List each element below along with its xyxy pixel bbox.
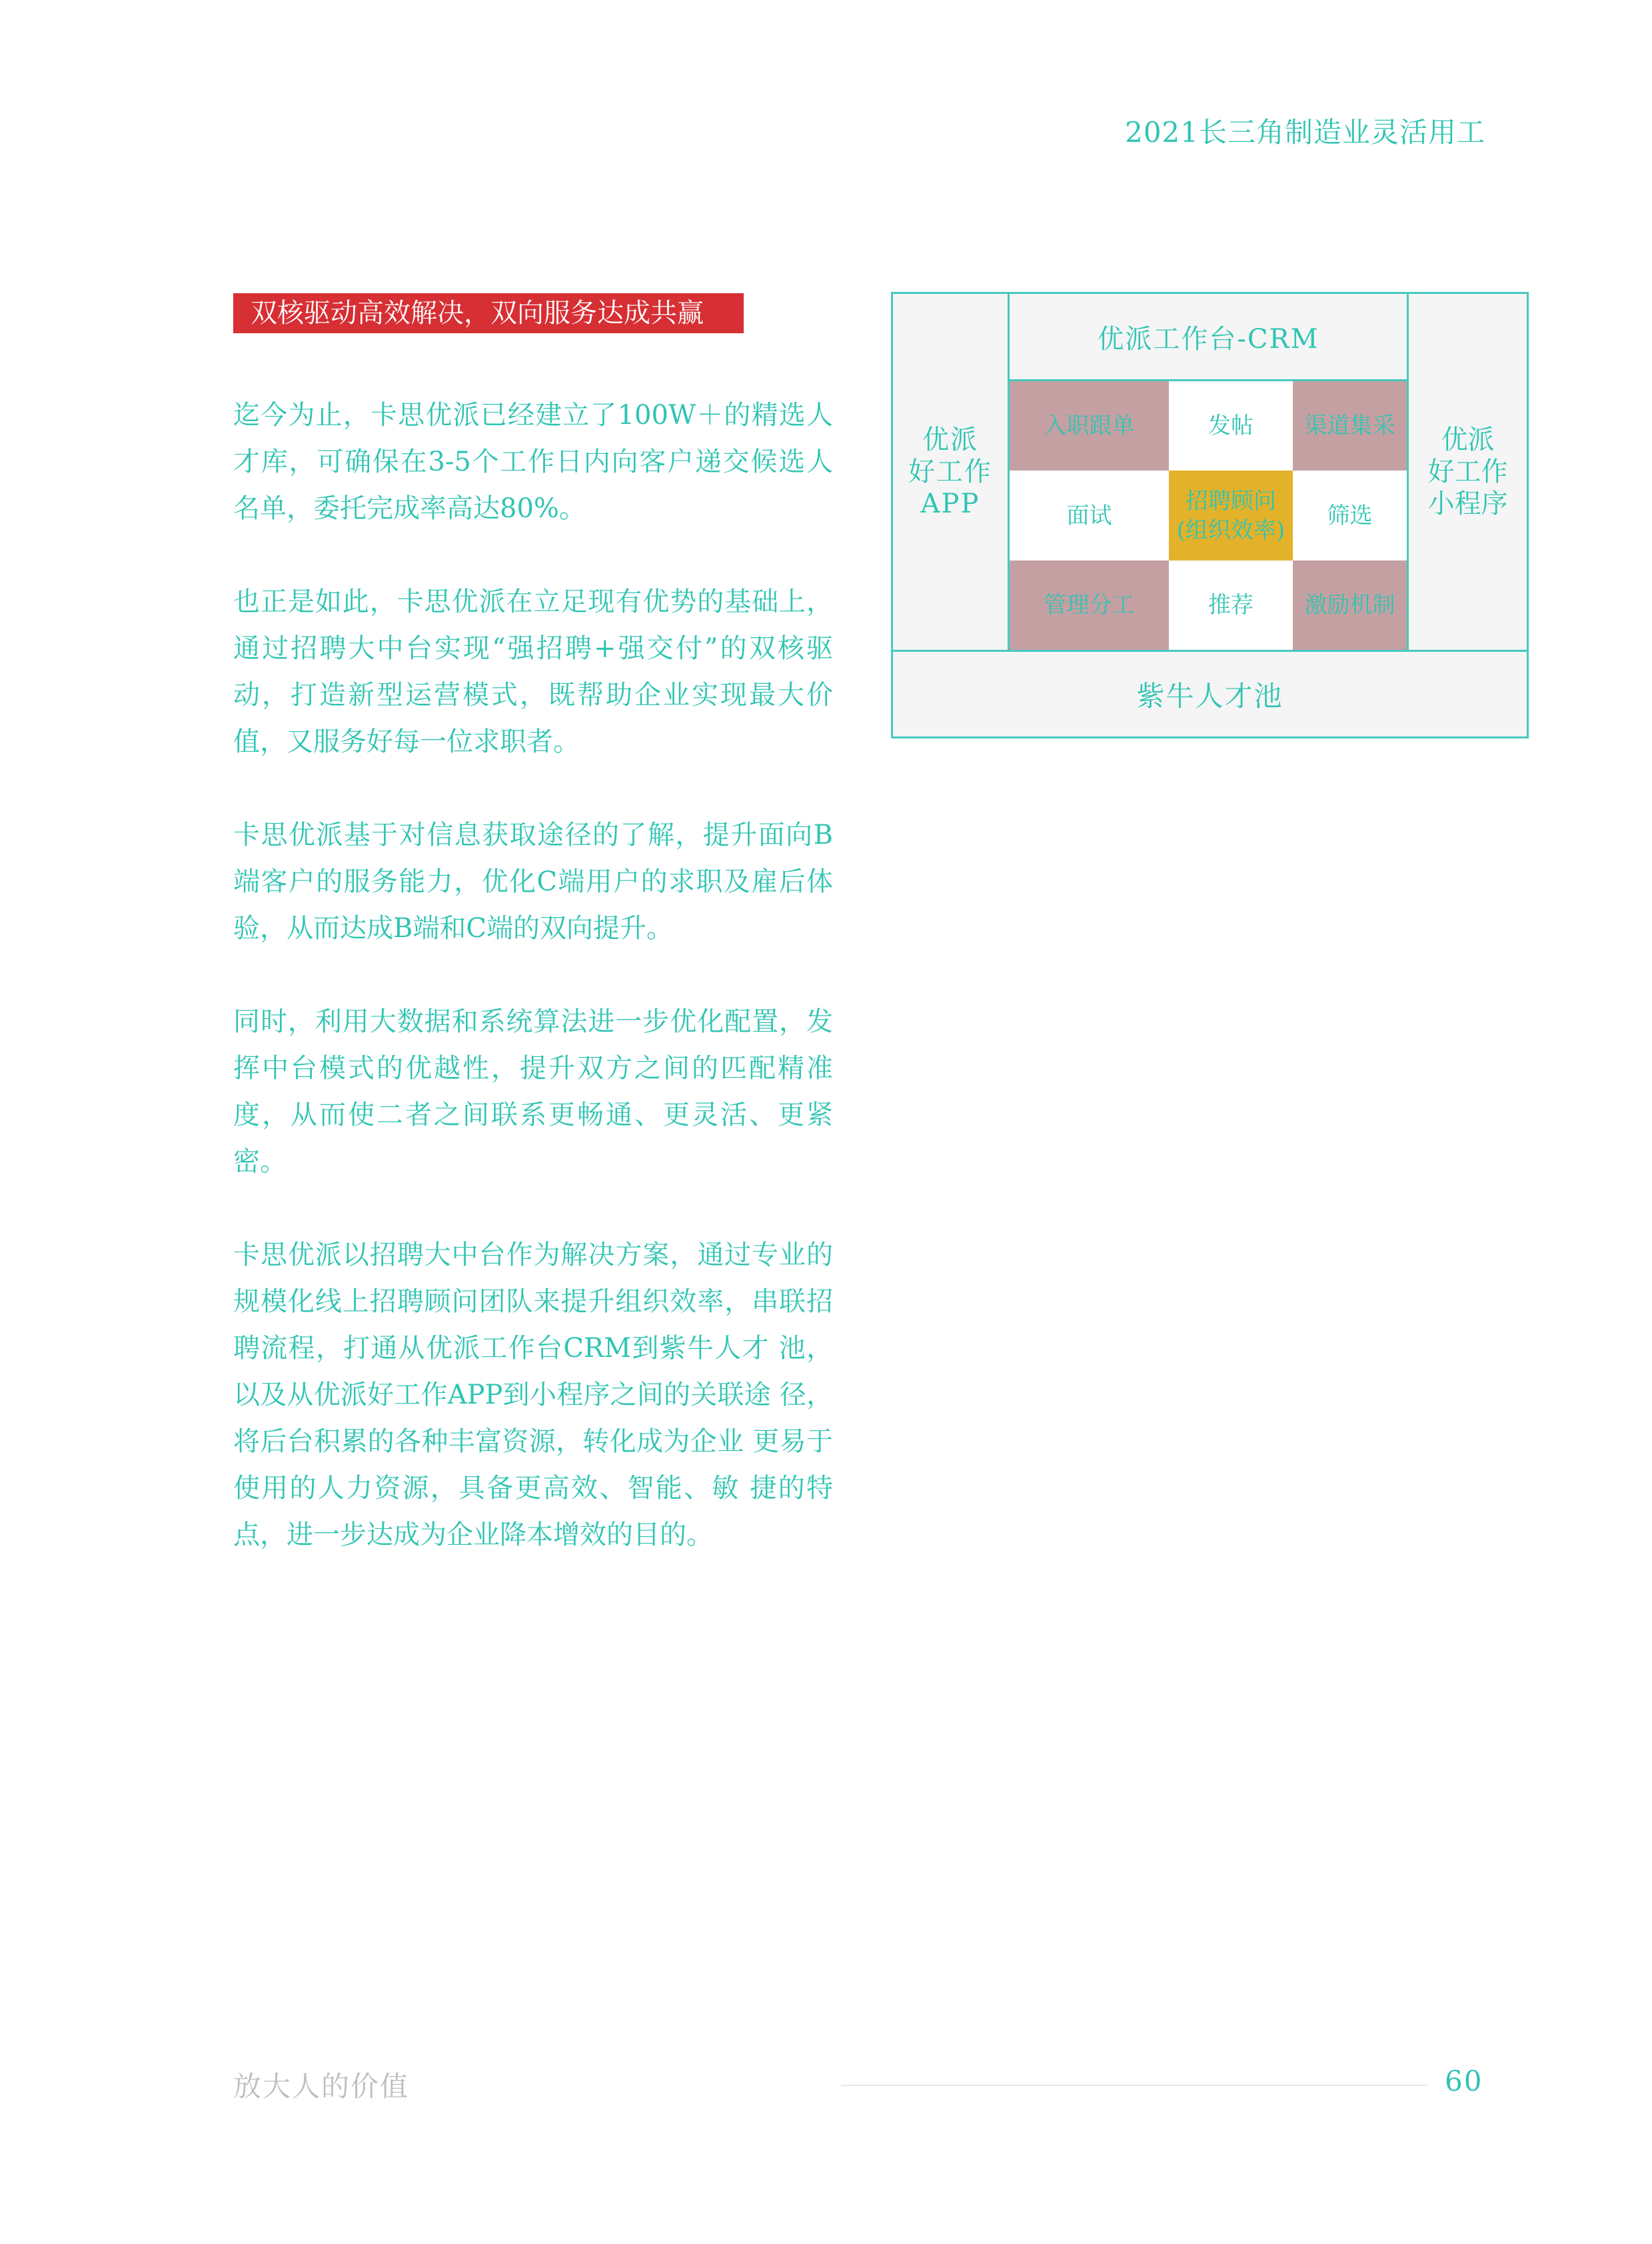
cell-onboarding: 入职跟单 <box>1010 381 1169 471</box>
paragraph-2: 也正是如此，卡思优派在立足现有优势的基础上，通过招聘大中台实现“强招聘+强交付”的双核驱动，打造新型运营模式，既帮助企业实现最大价值，又服务好每一位求职者。 <box>233 586 833 757</box>
recruitment-platform-diagram <box>891 292 1529 738</box>
cell-recruiting-consultant: 招聘顾问 (组织效率) <box>1169 471 1293 561</box>
cell-incentive-mechanism: 激励机制 <box>1293 561 1407 650</box>
diagram-right-miniprogram: 优派 好工作 小程序 <box>1407 294 1527 650</box>
footer-divider <box>841 2085 1427 2086</box>
paragraph-3: 卡思优派基于对信息获取途径的了解，提升面向B端客户的服务能力，优化C端用户的求职及雇后体验，从而达成B端和C端的双向提升。 <box>233 820 833 944</box>
page-number: 60 <box>1445 2065 1483 2097</box>
diagram-grid <box>1010 379 1407 650</box>
diagram-top-crm: 优派工作台-CRM <box>1097 323 1319 355</box>
body-text <box>233 392 833 1605</box>
paragraph-1: 迄今为止，卡思优派已经建立了100W＋的精选人 才库，可确保在3-5个工作日内向客户递交候选人 名单，委托完成率高达80%。 <box>233 400 833 524</box>
cell-screening: 筛选 <box>1293 471 1407 561</box>
cell-recommend: 推荐 <box>1169 561 1293 650</box>
cell-channel-procurement: 渠道集采 <box>1293 381 1407 471</box>
cell-interview: 面试 <box>1010 471 1169 561</box>
header-title: 2021长三角制造业灵活用工 <box>1125 116 1485 149</box>
section-tag: 双核驱动高效解决，双向服务达成共赢 <box>233 293 744 333</box>
footer-slogan: 放大人的价值 <box>233 2070 410 2103</box>
diagram-bottom-talent-pool: 紫牛人才池 <box>893 650 1527 736</box>
cell-posting: 发帖 <box>1169 381 1293 471</box>
paragraph-4: 同时，利用大数据和系统算法进一步优化配置，发挥中台模式的优越性，提升双方之间的匹配精准度，从而使二者之间联系更畅通、更灵活、更紧密。 <box>233 1006 833 1177</box>
cell-management-division: 管理分工 <box>1010 561 1169 650</box>
diagram-left-app: 优派 好工作 APP <box>893 294 1010 650</box>
paragraph-5: 卡思优派以招聘大中台作为解决方案，通过专业的规模化线上招聘顾问团队来提升组织效率，串联招聘流程，打通从优派工作台CRM到紫牛人才 池，以及从优派好工作APP到小程序之间的关联途 径，将后台积累的各种丰富资源，转化成为企业 更易于使用的人力资源，具备更高效、智能、敏 捷的特点，进一步达成为企业降本增效的目的。 <box>233 1240 833 1550</box>
